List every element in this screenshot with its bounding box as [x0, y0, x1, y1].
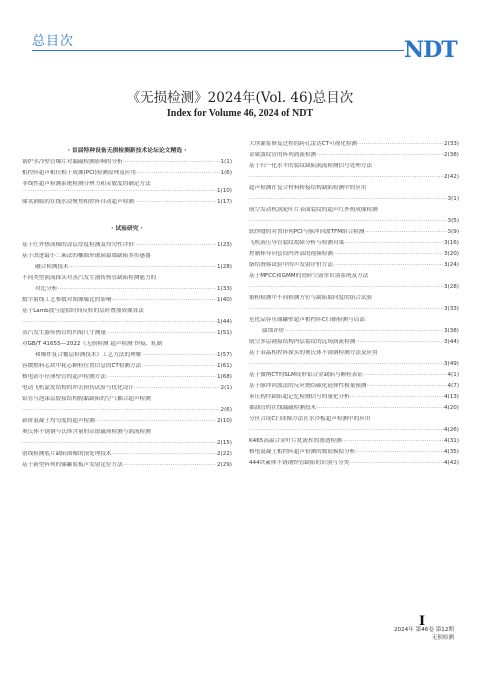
- toc-entry[interactable]: 承压构件缺陷超记忆检测信号的量化分析 ····· 4(13): [249, 394, 459, 401]
- page-number: I: [419, 614, 426, 629]
- toc-entry[interactable]: 分区合成C扫成像方法在水冷板超声检测中的应用 ····· 4(26): [249, 416, 459, 434]
- section-heading: · 首届特种设备无损检测新技术论坛论文精选 ·: [67, 148, 187, 154]
- toc-entry[interactable]: 数字射线工艺参数对图像噪比的影响 ····· 1(40): [22, 297, 232, 304]
- toc-entry[interactable]: 基于双晶相控阵探头的奥氏体不锈钢检测方法及应用 ····· 3(49): [249, 350, 459, 368]
- section-heading: · 试验研究 ·: [111, 226, 143, 232]
- toc-entry[interactable]: 基于微纳CT的SLM成形铝合金缺陷与颗粒表征 ····· 4(1): [249, 372, 459, 379]
- section-label: 总目次: [32, 34, 75, 49]
- header-rule: [32, 50, 404, 51]
- toc-entry[interactable]: 不同类型涡流探头对蒸汽发生器传热管缺陷检测能力的 对比分析 ····· 1(33): [22, 275, 232, 293]
- toc-entry[interactable]: 核电混凝土相控阵超声检测的数值模拟分析 ····· 4(35): [249, 449, 459, 456]
- toc-entry[interactable]: 锅炉水冷壁管爆片对漏磁检测影响的分析 ····· 1(1): [22, 159, 232, 166]
- journal-name: 无损检测: [431, 635, 454, 641]
- toc-entry[interactable]: 444铁素体不锈钢焊管缺陷的识别与分类 ····· 4(42): [249, 460, 459, 467]
- toc-entry[interactable]: 相控阵超声相位相干成像(PCI)检测原理及应用 ····· 1(6): [22, 170, 232, 177]
- toc-entry[interactable]: 航空多层钢接结构内层裂纹的远场涡流检测 ····· 3(44): [249, 339, 459, 346]
- toc-entry[interactable]: 软焊缝的对置串列PCI与脉冲回波TFM组合检测 ····· 3(9): [249, 229, 459, 236]
- toc-entry[interactable]: 控制棒导向套筒内外部的视频检测 ····· 3(20): [249, 251, 459, 258]
- toc-entry[interactable]: 核电站小径薄壁管的超声检测方法 ····· 1(68): [22, 374, 232, 381]
- toc-entry[interactable]: 基于Lamb波与虚拟时间反转的层时叠加成像算法 ····· 1(44): [22, 308, 232, 326]
- toc-entry[interactable]: 储氢钢瓶的在线水浸聚焦相控阵自动超声检测 ····· 1(17): [22, 199, 232, 206]
- ndt-logo: NDT: [404, 37, 457, 63]
- page-header: [0, 0, 480, 80]
- toc-entry[interactable]: 非线性超声检测系统检测分辨力和灵敏度的确定方法 ····· 1(10): [22, 181, 232, 195]
- toc-entry[interactable]: 飞机液压导管裂纹故障分析与检测对策 ····· 3(16): [249, 240, 459, 247]
- page-subtitle: Index for Volume 46, 2024 of NDT: [166, 108, 314, 119]
- toc-entry[interactable]: 蒸汽发生器传热管的凹痕尺寸测量 ····· 1(51): [22, 330, 232, 337]
- toc-entry[interactable]: 大坝灌浆修复过程的跨孔雷达CT可视化检测 ····· 2(33): [249, 141, 459, 148]
- toc-entry[interactable]: 基于改进最小二乘法的椭圆形玻璃幕墙缺陷多传感器 融合检测技术 ····· 1(28): [22, 253, 232, 271]
- toc-right-column: [249, 141, 459, 467]
- toc-entry[interactable]: 超声检测在复合材料桥接结构缺陷检测中的应用 ····· 3(1): [249, 185, 459, 203]
- toc-entry[interactable]: 奥氏体不锈钢与氏体含量的杂散磁场检测与涡流检测 ····· 2(15): [22, 429, 232, 447]
- toc-entry[interactable]: 基于红外热成像的涂层厚度检测及均匀性评价 ····· 1(23): [22, 242, 232, 249]
- toc-entry[interactable]: 新拼混凝土均匀度的超声检测 ····· 2(10): [22, 418, 232, 425]
- toc-entry[interactable]: 电动飞机蒙皮结构的冲击损伤试验与优化设计 ····· 2(1): [22, 385, 232, 392]
- toc-entry[interactable]: 基于新型阵列的储罐底板声发射定位方法 ····· 2(29): [22, 462, 232, 469]
- toc-entry[interactable]: 基于MFCC和GMM的瓷砖空鼓单识别系统及方法 ····· 3(28): [249, 273, 459, 291]
- toc-entry[interactable]: 金属波纹管的阵列涡流检测 ····· 2(38): [249, 152, 459, 159]
- page-title: 《无损检测》2024年(Vol. 46)总目次: [126, 90, 354, 106]
- toc-entry[interactable]: 对GB/T 41655—2022《无损检测 超声检测 焊接、轧制 和爆炸复合覆层检测技术》工艺方法的理解 ····· 1(57): [22, 341, 232, 359]
- toc-entry[interactable]: 铝管与泡沫层胶接结构脱黏缺陷的空气耦合超声检测 ····· 2(6): [22, 396, 232, 414]
- toc-entry[interactable]: 锻粉检测中不同检测方位与缺陷取向度的组合试验 ····· 3(33): [249, 295, 459, 313]
- toc-entry[interactable]: 基于归一化水平的裂纹缺陷涡流检测信号处理方法 ····· 2(42): [249, 163, 459, 181]
- toc-entry[interactable]: 危化品容压储罐壁超声相控阵C扫描检测与局部 腐蚀评价 ····· 3(38): [249, 317, 459, 335]
- toc-entry[interactable]: 基于脉冲回波法的反应烧结碳化硅弹性模量预测 ····· 4(7): [249, 383, 459, 390]
- toc-entry[interactable]: 脂结滑移试验中的声发射评价方法 ····· 3(24): [249, 262, 459, 269]
- toc-entry[interactable]: 容微燃料芯块中耗芯颗粒位置信息的CT检测方法 ····· 1(61): [22, 363, 232, 370]
- toc-entry[interactable]: 航空发动机涡轮叶片表面裂纹的超声红外热成像检测 ····· 3(5): [249, 207, 459, 225]
- toc-entry[interactable]: K465高温合金叶片扰流柱的渗透检测 ····· 4(31): [249, 438, 459, 445]
- issue-info: 2024年 第46卷 第12期: [394, 627, 454, 633]
- toc-entry[interactable]: 抽油管的在线漏磁检测技术 ····· 4(20): [249, 405, 459, 412]
- toc-entry[interactable]: 射线检测底片缺陷图像的预处理技术 ····· 2(22): [22, 451, 232, 458]
- toc-left-column: [22, 148, 232, 469]
